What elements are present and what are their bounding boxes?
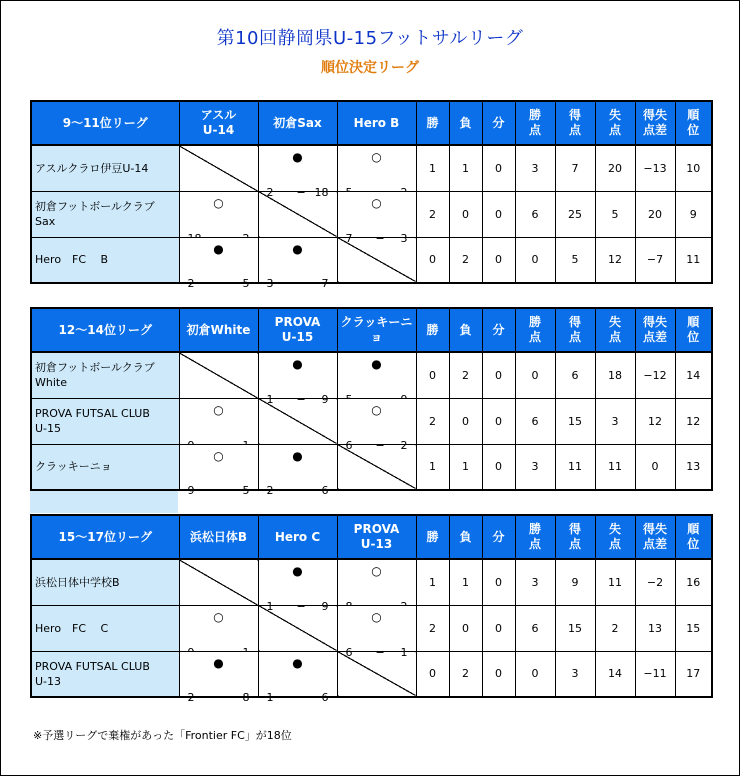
team-name-line: 初倉フットボールクラブ [35,200,155,213]
win-mark-icon: ○ [213,402,224,417]
stat-header-ga [595,515,635,559]
stat-rank: 17 [675,651,712,697]
team-column-header [179,308,258,352]
match-result-cell [337,605,416,659]
loss-mark-icon: ● [213,655,224,670]
match-result-cell [179,191,258,237]
score-dash: − [375,231,385,245]
loss-mark-icon: ● [292,357,303,371]
league-name: 9〜11位リーグ [31,101,179,145]
team-row [31,398,712,444]
loss-mark-icon: ● [292,448,303,463]
stat-header-loss: 負 [449,101,482,145]
win-mark-icon: ○ [371,195,382,210]
score-opponent: 8 [242,691,250,704]
self-match-cell [179,559,258,605]
match-result-cell [337,398,416,452]
team-column-header [179,515,258,559]
stat-win: 2 [416,191,449,237]
team-column-header-line: PROVA [353,522,400,536]
stat-header-ga-line: 点 [608,330,621,344]
score-opponent: 5 [242,484,250,497]
stat-gd: −2 [635,559,675,605]
stat-header-rank [675,515,712,559]
stat-ga: 18 [595,352,635,398]
stat-header-points-line: 点 [528,537,541,551]
match-result-cell [258,237,337,290]
score-own: 3 [266,277,274,290]
stat-loss: 2 [449,651,482,697]
stat-header-gd-line: 得失 [642,315,667,329]
score-opponent: 9 [321,599,329,613]
stat-header-rank-line: 順 [687,522,700,536]
score-own: 2 [187,277,195,290]
self-match-cell [179,352,258,398]
win-mark-icon: ○ [213,448,224,463]
loss-mark-icon: ● [292,655,303,670]
team-name [31,651,179,697]
match-result-cell [258,444,337,497]
stat-header-gf [555,515,595,559]
team-name [31,145,179,191]
stat-header-ga-line: 失 [608,108,621,122]
stat-gf: 11 [555,444,595,490]
stat-header-ga-line: 点 [608,537,621,551]
stat-header-ga-line: 失 [608,522,621,536]
team-name-line: アスルクラロ伊豆U-14 [35,161,149,175]
stat-draw: 0 [482,605,515,651]
footnote: ※予選リーグで棄権があった「Frontier FC」が18位 [33,729,292,742]
team-name-line: PROVA FUTSAL CLUB [35,407,150,420]
team-column-header [258,515,337,559]
team-column-header [337,101,416,145]
stat-header-rank-line: 位 [687,537,700,551]
win-mark-icon: ○ [213,609,224,624]
stat-header-gf [555,101,595,145]
team-name [31,444,179,490]
score-opponent: 5 [242,277,250,290]
stat-header-rank [675,101,712,145]
stat-header-ga-line: 失 [608,315,621,329]
league-table [30,307,713,497]
stat-points: 6 [515,191,555,237]
match-result-cell [337,352,416,398]
stat-gf: 7 [555,145,595,191]
stat-ga: 5 [595,191,635,237]
stat-header-gd-line: 点差 [642,330,667,344]
stat-loss: 1 [449,559,482,605]
loss-mark-icon: ● [292,150,303,164]
score-own: 6 [345,438,353,452]
score-own: 7 [345,231,353,245]
stat-header-rank [675,308,712,352]
stat-draw: 0 [482,145,515,191]
team-column-header-line: Hero B [353,115,400,130]
team-column-header-line: クラッキーニョ [340,315,413,344]
score-dash: − [296,277,306,290]
match-result-cell [258,559,337,613]
stat-gf: 9 [555,559,595,605]
win-mark-icon: ○ [213,195,224,210]
score-dash: − [296,599,306,613]
match-result-cell [179,605,258,651]
team-column-header-line: 初倉Sax [273,115,322,130]
team-column-header-line: PROVA [274,315,321,329]
win-mark-icon: ○ [371,402,382,417]
match-result-cell [337,191,416,245]
team-name [31,237,179,283]
page-title: 第10回静岡県U-15フットサルリーグ [216,28,524,49]
team-column-header-line: 初倉White [186,322,251,337]
match-result-cell [337,145,416,191]
score-dash: − [375,645,385,659]
stat-gf: 25 [555,191,595,237]
stat-header-gd [635,308,675,352]
stat-header-gd [635,101,675,145]
team-name-line: U-13 [35,674,62,688]
team-column-header [179,101,258,145]
stat-gf: 3 [555,651,595,697]
loss-mark-icon: ● [292,241,303,256]
loss-mark-icon: ● [213,241,224,256]
stat-header-win: 勝 [416,515,449,559]
stat-gd: −11 [635,651,675,697]
stat-points: 0 [515,352,555,398]
team-row [31,651,712,697]
stat-header-points-line: 勝 [528,108,541,122]
score-dash: − [217,277,227,290]
win-mark-icon: ○ [371,564,382,578]
stat-loss: 0 [449,605,482,651]
stat-header-ga [595,101,635,145]
score-own: 9 [187,484,195,497]
stat-points: 0 [515,237,555,283]
loss-mark-icon: ● [371,357,382,371]
stat-header-points-line: 点 [528,330,541,344]
stat-header-points [515,101,555,145]
stat-gd: −12 [635,352,675,398]
stat-gd: 12 [635,398,675,444]
team-name-line: PROVA FUTSAL CLUB [35,659,150,673]
stat-gf: 6 [555,352,595,398]
league-table [30,514,713,704]
stat-header-rank-line: 位 [687,123,700,137]
score-dash: − [217,484,227,497]
team-name-line: U-15 [35,422,62,435]
stat-points: 3 [515,145,555,191]
stat-draw: 0 [482,352,515,398]
score-opponent: 6 [321,484,329,497]
win-mark-icon: ○ [371,150,382,164]
team-column-header-line: Hero C [274,529,321,544]
team-column-header [337,308,416,352]
team-name [31,352,179,398]
stat-header-gf-line: 点 [568,330,581,344]
stat-rank: 10 [675,145,712,191]
stat-header-points [515,308,555,352]
score-own: 2 [187,691,195,704]
score-own: 1 [266,691,274,704]
team-column-header-line: 浜松日体B [189,529,248,544]
stat-header-gd-line: 点差 [642,537,667,551]
stat-loss: 0 [449,398,482,444]
team-row [31,559,712,605]
team-row [31,605,712,651]
score-own: 6 [345,645,353,659]
score-own: 2 [266,484,274,497]
team-column-header-line: アスル [200,108,237,122]
stat-win: 2 [416,398,449,444]
stat-header-ga [595,308,635,352]
stat-ga: 11 [595,559,635,605]
stat-points: 3 [515,559,555,605]
stat-header-gf-line: 得 [568,315,581,329]
stat-gd: 0 [635,444,675,490]
score-opponent: 1 [400,645,408,659]
stat-rank: 12 [675,398,712,444]
score-dash: − [296,392,306,406]
stat-draw: 0 [482,651,515,697]
stat-win: 0 [416,352,449,398]
league-name: 12〜14位リーグ [31,308,179,352]
stat-gd: −7 [635,237,675,283]
stat-loss: 2 [449,237,482,283]
stat-win: 1 [416,559,449,605]
score-dash: − [296,691,306,704]
stat-win: 0 [416,237,449,283]
stat-header-loss: 負 [449,515,482,559]
stat-header-gf [555,308,595,352]
match-result-cell [337,559,416,605]
team-name-line: 浜松日体中学校B [35,575,120,589]
stat-gf: 15 [555,605,595,651]
stat-rank: 11 [675,237,712,283]
team-name-line: Hero FC C [35,621,109,635]
stat-header-gd-line: 得失 [642,522,667,536]
score-own: 2 [266,185,274,199]
stat-header-draw: 分 [482,308,515,352]
stat-loss: 1 [449,145,482,191]
stat-header-rank-line: 位 [687,330,700,344]
stat-header-loss: 負 [449,308,482,352]
team-name [31,398,179,444]
score-opponent: 18 [314,185,329,199]
stat-ga: 3 [595,398,635,444]
stat-loss: 1 [449,444,482,490]
match-result-cell [179,444,258,497]
stat-points: 3 [515,444,555,490]
stat-win: 0 [416,651,449,697]
score-dash: − [217,691,227,704]
league-name: 15〜17位リーグ [31,515,179,559]
score-dash: − [296,484,306,497]
team-name-line: クラッキーニョ [35,460,112,474]
match-result-cell [179,237,258,290]
score-dash: − [296,185,306,199]
stat-ga: 11 [595,444,635,490]
stat-ga: 14 [595,651,635,697]
stat-header-win: 勝 [416,101,449,145]
stat-header-points-line: 勝 [528,315,541,329]
team-column-header-line: U-15 [281,330,314,344]
team-row [31,352,712,398]
stat-header-draw: 分 [482,101,515,145]
team-name [31,191,179,237]
team-name-line: Sax [35,215,56,228]
team-column-header [258,101,337,145]
stat-draw: 0 [482,191,515,237]
stat-draw: 0 [482,444,515,490]
stat-header-ga-line: 点 [608,123,621,137]
stat-header-gf-line: 点 [568,123,581,137]
stat-ga: 12 [595,237,635,283]
header-row [31,101,712,145]
loss-mark-icon: ● [292,564,303,578]
stat-rank: 9 [675,191,712,237]
stat-header-rank-line: 順 [687,315,700,329]
stat-header-rank-line: 順 [687,108,700,122]
stat-win: 2 [416,605,449,651]
match-result-cell [258,352,337,406]
stat-points: 6 [515,605,555,651]
stat-draw: 0 [482,559,515,605]
score-dash: − [375,438,385,452]
stat-win: 1 [416,444,449,490]
stat-draw: 0 [482,237,515,283]
stat-header-points-line: 点 [528,123,541,137]
score-opponent: 2 [400,438,408,452]
stat-header-gf-line: 得 [568,108,581,122]
stat-header-gd [635,515,675,559]
team-row [31,145,712,191]
team-name [31,559,179,605]
stat-rank: 13 [675,444,712,490]
stat-ga: 20 [595,145,635,191]
stat-rank: 14 [675,352,712,398]
stat-loss: 0 [449,191,482,237]
stat-draw: 0 [482,398,515,444]
spacer-band [30,491,178,513]
stat-points: 6 [515,398,555,444]
team-column-header-line: U-14 [202,123,235,137]
match-result-cell [258,651,337,704]
stat-win: 1 [416,145,449,191]
team-name-line: 初倉フットボールクラブ [35,361,155,375]
stat-gf: 15 [555,398,595,444]
self-match-cell [179,145,258,191]
match-result-cell [179,398,258,444]
stat-gd: 13 [635,605,675,651]
stat-rank: 15 [675,605,712,651]
team-name-line: White [35,376,67,390]
team-name-line: Hero FC B [35,253,109,267]
team-row [31,191,712,237]
stat-header-gd-line: 得失 [642,108,667,122]
stat-ga: 2 [595,605,635,651]
header-row [31,515,712,559]
team-row [31,444,712,490]
stat-gd: 20 [635,191,675,237]
score-opponent: 9 [321,392,329,406]
team-column-header-line: U-13 [360,537,393,551]
win-mark-icon: ○ [371,609,382,624]
score-own: 1 [266,599,274,613]
team-column-header [337,515,416,559]
score-opponent: 7 [321,277,329,290]
header-row [31,308,712,352]
stat-rank: 16 [675,559,712,605]
stat-header-points-line: 勝 [528,522,541,536]
team-column-header [258,308,337,352]
team-row [31,237,712,283]
match-result-cell [258,145,337,199]
stat-header-win: 勝 [416,308,449,352]
stat-header-points [515,515,555,559]
match-result-cell [179,651,258,704]
stat-loss: 2 [449,352,482,398]
stat-gf: 5 [555,237,595,283]
stat-header-draw: 分 [482,515,515,559]
stat-header-gf-line: 点 [568,537,581,551]
stat-header-gf-line: 得 [568,522,581,536]
page-subtitle: 順位決定リーグ [321,60,419,76]
league-table [30,100,713,290]
stat-header-gd-line: 点差 [642,123,667,137]
stat-gd: −13 [635,145,675,191]
team-name [31,605,179,651]
score-own: 1 [266,392,274,406]
score-opponent: 6 [321,691,329,704]
stat-points: 0 [515,651,555,697]
score-opponent: 3 [400,231,408,245]
